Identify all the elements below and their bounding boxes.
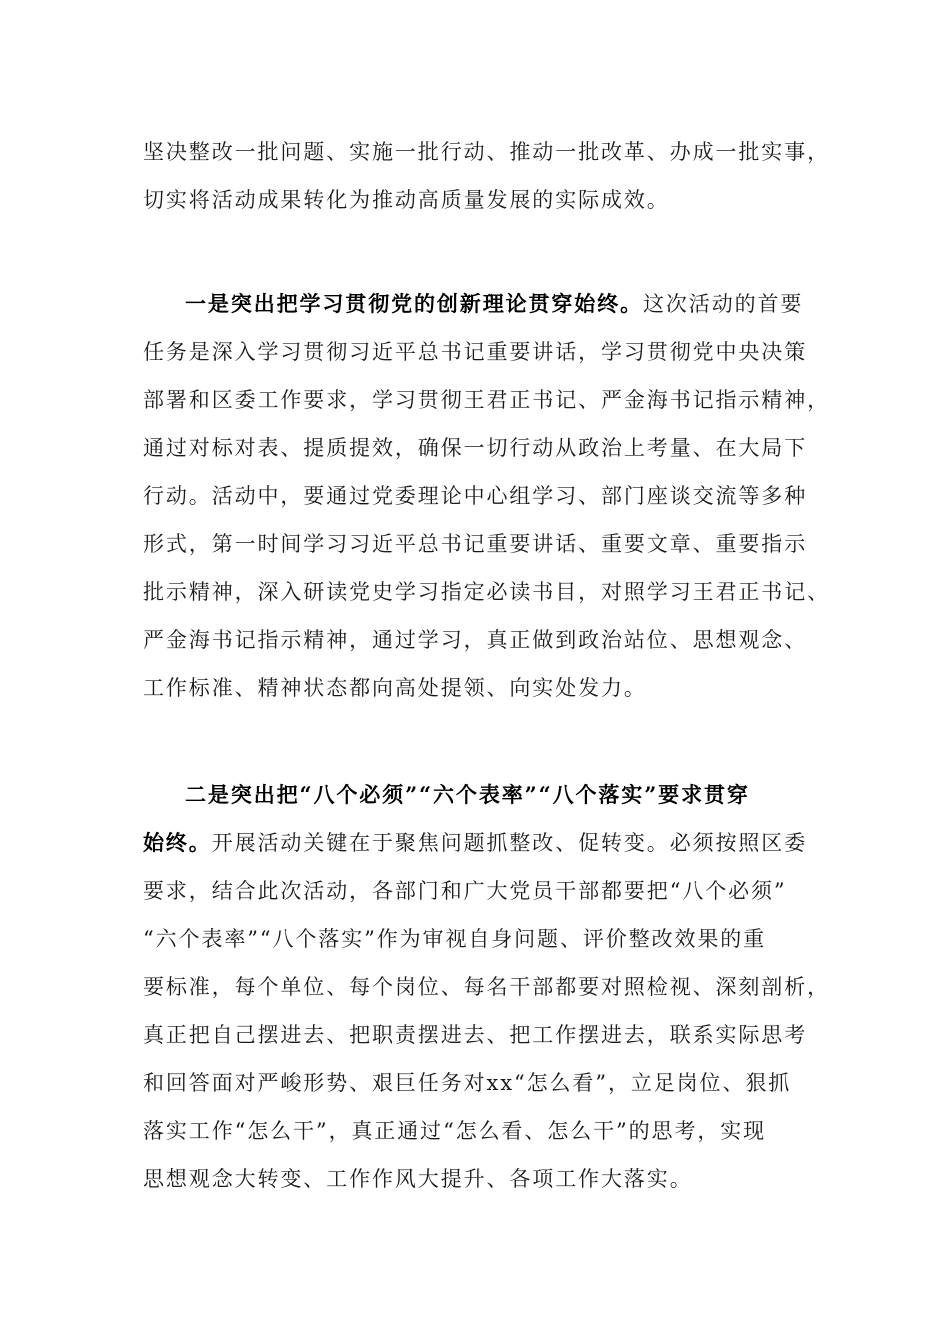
section1-line: 部署和区委工作要求，学习贯彻王君正书记、严金海书记指示精神， xyxy=(143,388,830,412)
section2-line: 落实工作“怎么干”，真正通过“怎么看、怎么干”的思考，实现 xyxy=(143,1119,767,1143)
section2-line: “六个表率”“八个落实”作为审视自身问题、评价整改效果的重 xyxy=(143,927,767,951)
section1-line: 工作标准、精神状态都向高处提领、向实处发力。 xyxy=(143,676,647,700)
section2-line: 要标准，每个单位、每个岗位、每名干部都要对照检视、深刻剖析， xyxy=(143,975,830,999)
section2-second-line-text: 开展活动关键在于聚焦问题抓整改、促转变。必须按照区委 xyxy=(211,831,808,855)
section1-line: 形式，第一时间学习习近平总书记重要讲话、重要文章、重要指示 xyxy=(143,532,808,556)
section1-heading: 一是突出把学习贯彻党的创新理论贯穿始终。 xyxy=(185,291,643,316)
intro-line: 坚决整改一批问题、实施一批行动、推动一批改革、办成一批实事， xyxy=(143,140,830,164)
section1-line: 批示精神，深入研读党史学习指定必读书目，对照学习王君正书记、 xyxy=(143,580,830,604)
section1-line: 严金海书记指示精神，通过学习，真正做到政治站位、思想观念、 xyxy=(143,628,808,652)
section1-line: 行动。活动中，要通过党委理论中心组学习、部门座谈交流等多种 xyxy=(143,484,808,508)
section2-line: 真正把自己摆进去、把职责摆进去、把工作摆进去，联系实际思考 xyxy=(143,1023,808,1047)
section1-line: 通过对标对表、提质提效，确保一切行动从政治上考量、在大局下 xyxy=(143,436,808,460)
section2-line: 和回答面对严峻形势、艰巨任务对xx“怎么看”，立足岗位、狠抓 xyxy=(143,1071,792,1095)
section2-second-line xyxy=(143,829,807,857)
intro-line: 切实将活动成果转化为推动高质量发展的实际成效。 xyxy=(143,188,670,212)
section2-line: 要求，结合此次活动，各部门和广大党员干部都要把“八个必须” xyxy=(143,879,787,903)
section1-first-line-text: 这次活动的首要 xyxy=(643,292,804,316)
section2-heading: 二是突出把“八个必须”“六个表率”“八个落实”要求贯穿 xyxy=(185,782,750,807)
section2-line: 思想观念大转变、工作作风大提升、各项工作大落实。 xyxy=(143,1167,693,1191)
section2-heading-end: 始终。 xyxy=(143,830,212,855)
section1-first-line xyxy=(185,290,803,318)
section1-line: 任务是深入学习贯彻习近平总书记重要讲话，学习贯彻党中央决策 xyxy=(143,340,808,364)
